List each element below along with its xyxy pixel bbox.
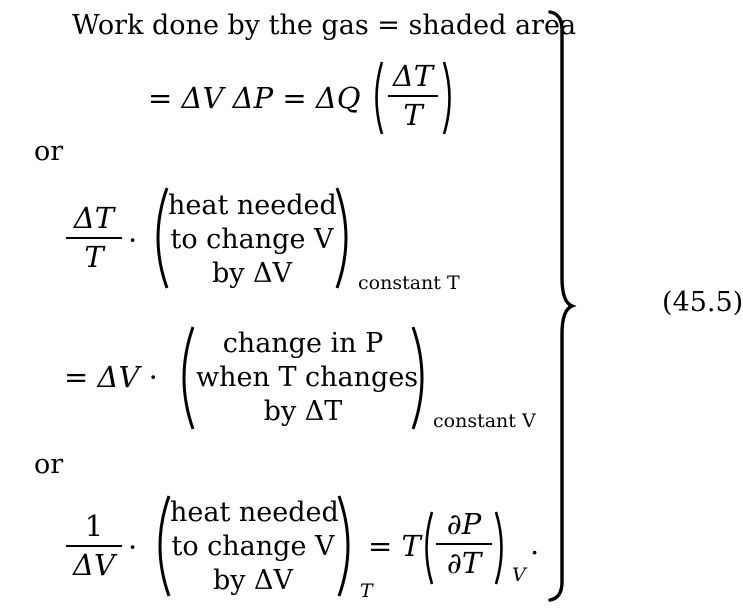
block2-subscript: constant V <box>433 410 536 432</box>
equation-number: (45.5) <box>662 287 743 318</box>
block1-line-1: heat needed <box>168 190 337 221</box>
line2-delta-p: ΔP <box>232 81 274 115</box>
block3-dot: · <box>128 530 138 564</box>
line1-lead: Work done by the gas <box>72 10 369 41</box>
block2-line-2: when T changes <box>196 362 419 393</box>
block1-line-2: to change V <box>170 224 334 255</box>
block3-paren-content <box>170 496 339 598</box>
block2-lead <box>64 360 158 394</box>
block3-t: T <box>401 529 421 563</box>
block2-paren-content <box>196 327 419 429</box>
block1-paren-content <box>168 189 336 291</box>
line2-frac-num: ΔT <box>392 59 434 93</box>
line2-expression <box>148 81 361 115</box>
or-label-2: or <box>34 449 64 480</box>
block1-frac-num: ΔT <box>73 201 115 235</box>
block3-deriv-subscript: V <box>512 564 526 586</box>
block3-fraction <box>66 509 122 582</box>
block2-line-3: by ΔT <box>263 396 343 427</box>
line1-equals: = <box>377 10 400 41</box>
block3-right-paren <box>336 494 358 598</box>
block1-dot: · <box>128 223 138 257</box>
block1-fraction <box>66 201 122 274</box>
line2-fraction <box>388 59 438 132</box>
block1-frac-den: T <box>84 240 104 274</box>
block3-frac-bar <box>66 545 122 547</box>
line1-rest: shaded area <box>408 10 577 41</box>
line2-right-paren <box>442 60 456 136</box>
block3-line-3: by ΔV <box>212 565 294 596</box>
block3-line-1: heat needed <box>170 497 339 528</box>
block3-derivative <box>436 507 492 580</box>
block3-deriv-right-paren <box>494 510 508 586</box>
block2-delta-v: ΔV <box>97 360 140 394</box>
block3-deriv-den: ∂T <box>446 546 482 580</box>
block3-frac-den: ΔV <box>73 548 115 582</box>
block3-subscript: T <box>360 580 373 602</box>
block3-deriv-bar <box>436 543 492 545</box>
block2-equals: = <box>64 360 89 394</box>
block1-frac-bar <box>66 237 122 239</box>
line2-equals-1: = <box>148 81 173 115</box>
line2-delta-q: ΔQ <box>315 81 361 115</box>
block3-deriv-num: ∂P <box>446 507 482 541</box>
block3-rhs <box>368 529 421 563</box>
block2-right-paren <box>410 325 432 431</box>
line2-frac-den: T <box>403 98 423 132</box>
block1-subscript: constant T <box>358 272 460 294</box>
line2-left-paren <box>370 60 384 136</box>
block3-line-2: to change V <box>171 531 335 562</box>
block3-left-paren <box>150 494 172 598</box>
block1-left-paren <box>148 186 170 290</box>
block1-right-paren <box>334 186 356 290</box>
line2-delta-v: ΔV <box>181 81 224 115</box>
block2-line-1: change in P <box>222 328 384 359</box>
block3-equals: = <box>368 529 393 563</box>
block3-period: . <box>530 527 540 561</box>
block2-dot: · <box>148 360 158 394</box>
block3-deriv-left-paren <box>420 510 434 586</box>
right-brace <box>546 8 574 604</box>
block2-left-paren <box>174 325 196 431</box>
block3-frac-num: 1 <box>84 509 104 543</box>
or-label-1: or <box>34 136 64 167</box>
line1 <box>72 12 576 39</box>
line2-frac-bar <box>388 95 438 97</box>
block1-line-3: by ΔV <box>211 258 293 289</box>
line2-equals-2: = <box>282 81 307 115</box>
